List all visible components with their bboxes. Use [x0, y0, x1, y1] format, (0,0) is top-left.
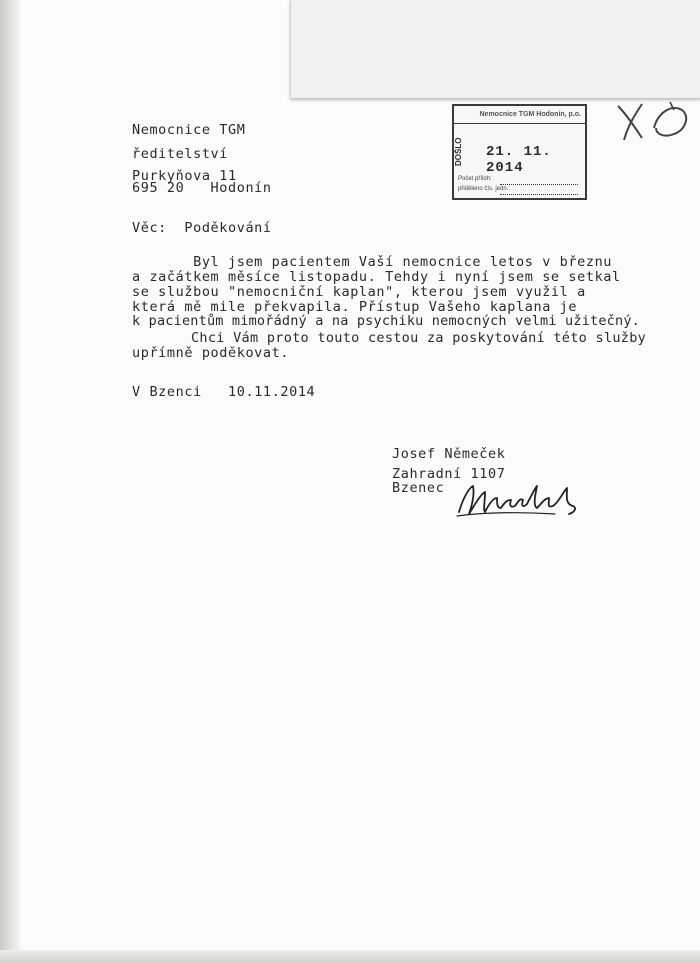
- recipient-line-3: Purkyňova 11: [132, 168, 237, 184]
- body-line: Chci Vám proto touto cestou za poskytování této služby: [132, 330, 647, 346]
- stamp-reference-label: přiděleno čís. jedn.:: [458, 186, 511, 192]
- stamp-date: 21. 11. 2014: [486, 144, 552, 176]
- sender-city: Bzenec: [392, 480, 445, 496]
- stamp-rule: [500, 184, 578, 185]
- handwritten-signature: [455, 478, 580, 520]
- body-line: k pacientům mimořádný a na psychiku nemocných velmi užitečný.: [132, 313, 640, 329]
- recipient-line-4: 695 20 Hodonín: [132, 180, 272, 196]
- recipient-line-2: ředitelství: [132, 146, 229, 162]
- sender-street: Zahradní 1107: [392, 466, 506, 482]
- body-line: Byl jsem pacientem Vaší nemocnice letos v březnu: [132, 254, 613, 270]
- registry-stamp: [452, 104, 587, 200]
- body-line: a začátkem měsíce listopadu. Tehdy i nyní jsem se setkal: [132, 269, 621, 285]
- stamp-header: Nemocnice TGM Hodonín, p.o.: [454, 106, 585, 124]
- paper-edge-shadow: [0, 0, 20, 963]
- place-and-date: V Bzenci 10.11.2014: [132, 384, 316, 400]
- stamp-attachments-label: Počet příloh:: [458, 176, 492, 182]
- subject-line: Věc: Poděkování: [132, 220, 272, 236]
- sender-name: Josef Němeček: [392, 446, 506, 462]
- handwritten-corner-mark: [612, 98, 692, 148]
- recipient-line-1: Nemocnice TGM: [132, 122, 246, 138]
- stamp-rule: [500, 194, 578, 195]
- paper-bottom-edge: [0, 950, 700, 963]
- body-line: upřímně poděkovat.: [132, 345, 290, 361]
- stamp-side-label: DOŠLO: [454, 137, 463, 167]
- overlapping-paper: [290, 0, 700, 98]
- body-line: se službou "nemocniční kaplan", kterou jsem využil a: [132, 284, 586, 300]
- body-line: která mě mile překvapila. Přístup Vašeho kaplana je: [132, 299, 578, 315]
